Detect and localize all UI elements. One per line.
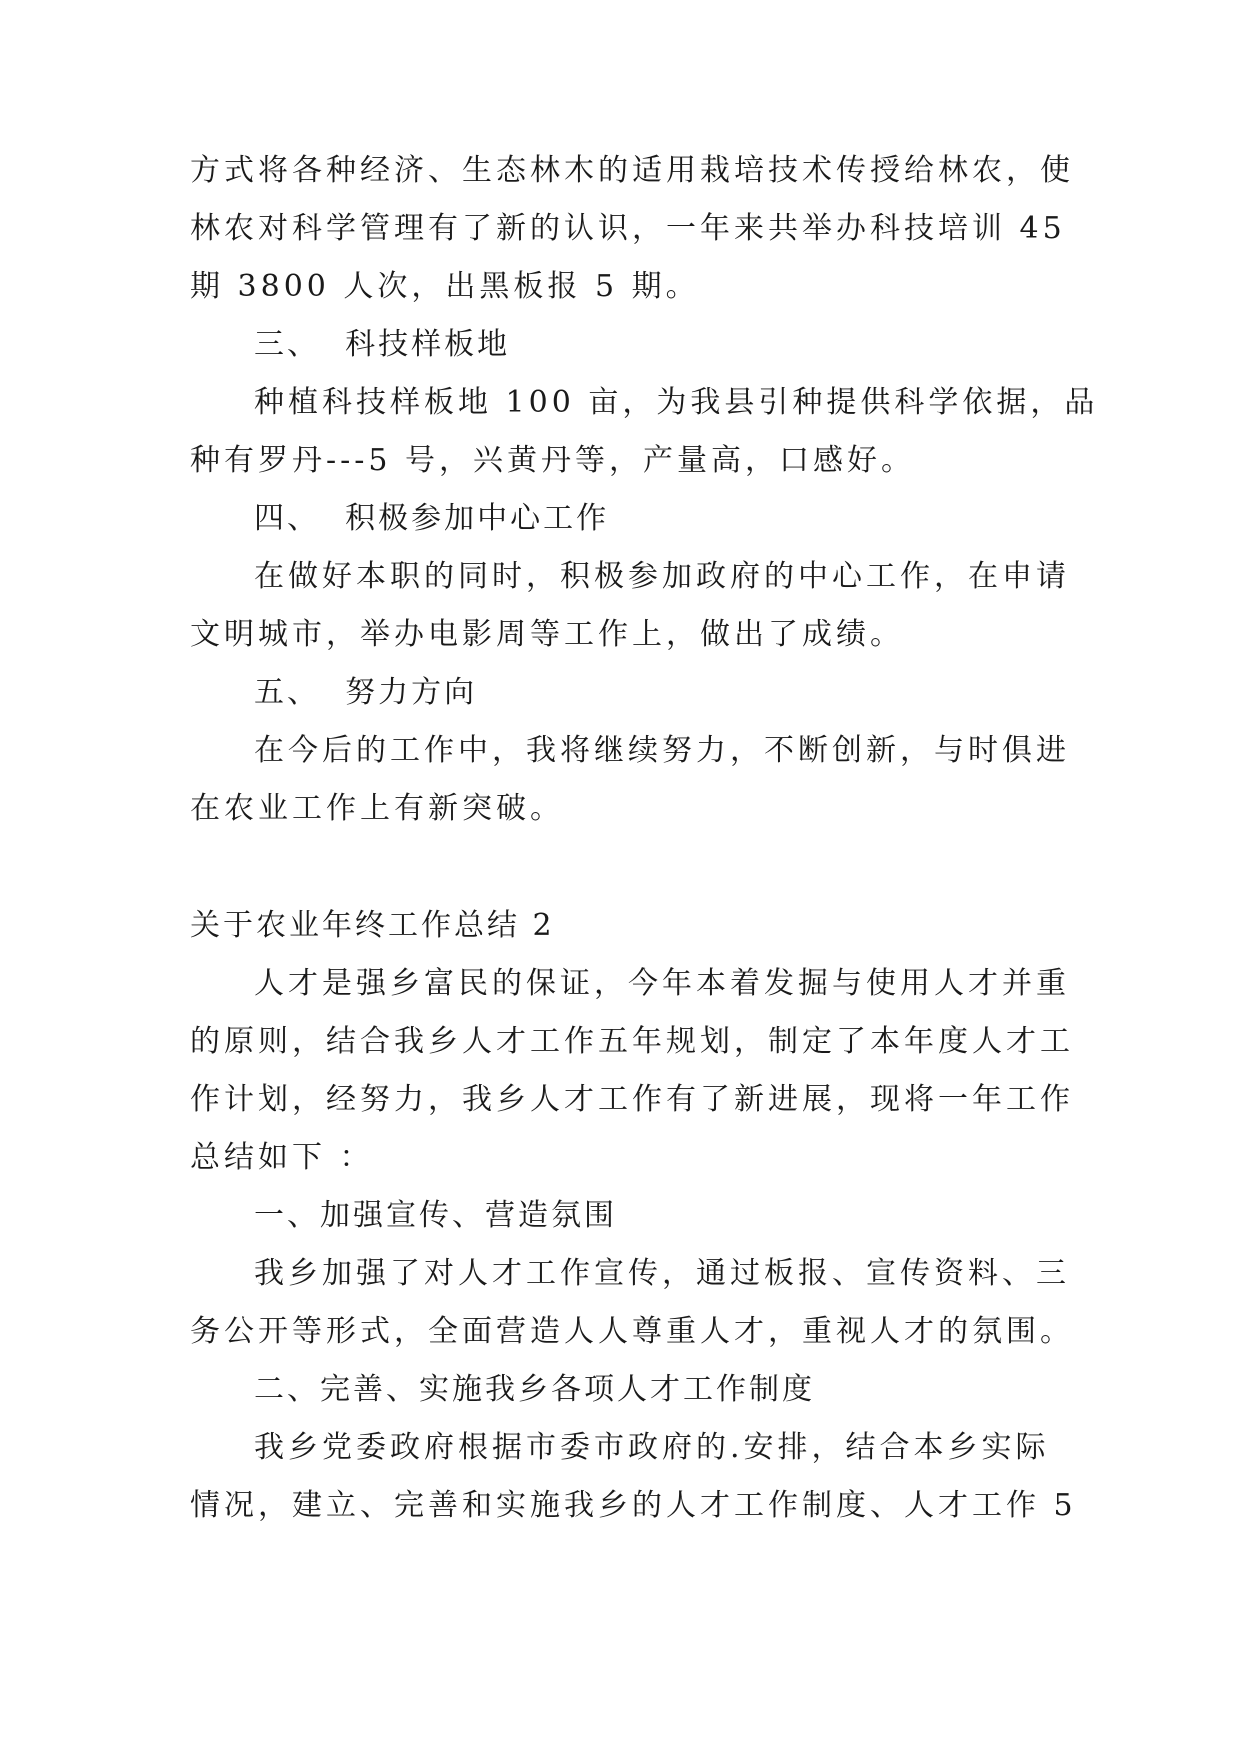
body-line: 的原则，结合我乡人才工作五年规划，制定了本年度人才工 xyxy=(190,1024,1074,1059)
body-line: 情况，建立、完善和实施我乡的人才工作制度、人才工作 5 xyxy=(190,1488,1077,1523)
body-line: 文明城市，举办电影周等工作上，做出了成绩。 xyxy=(190,617,904,652)
body-line: 林农对科学管理有了新的认识，一年来共举办科技培训 45 xyxy=(190,211,1066,246)
document-title: 关于农业年终工作总结 2 xyxy=(190,908,555,943)
body-line: 种植科技样板地 100 亩，为我县引种提供科学依据，品 xyxy=(254,385,1099,420)
body-line: 种有罗丹---5 号，兴黄丹等，产量高，口感好。 xyxy=(190,443,916,478)
body-line: 总结如下 ： xyxy=(190,1140,374,1175)
body-line: 方式将各种经济、生态林木的适用栽培技术传授给林农，使 xyxy=(190,153,1074,188)
body-line: 务公开等形式，全面营造人人尊重人才，重视人才的氛围。 xyxy=(190,1314,1074,1349)
section-1 xyxy=(190,142,1099,838)
section-heading-4: 四、 积极参加中心工作 xyxy=(254,501,610,536)
body-line: 在今后的工作中，我将继续努力，不断创新，与时俱进 xyxy=(254,733,1070,768)
body-line: 我乡加强了对人才工作宣传，通过板报、宣传资料、三 xyxy=(254,1256,1070,1291)
body-line: 在做好本职的同时，积极参加政府的中心工作，在申请 xyxy=(254,559,1070,594)
section-heading-3: 三、 科技样板地 xyxy=(254,327,511,362)
section-2 xyxy=(190,897,1077,1535)
body-line: 作计划，经努力，我乡人才工作有了新进展，现将一年工作 xyxy=(190,1082,1074,1117)
body-line: 人才是强乡富民的保证，今年本着发掘与使用人才并重 xyxy=(254,966,1070,1001)
section-heading-5: 五、 努力方向 xyxy=(254,675,478,710)
section-heading-2: 二、完善、实施我乡各项人才工作制度 xyxy=(254,1372,815,1407)
body-line: 我乡党委政府根据市委市政府的.安排，结合本乡实际 xyxy=(254,1430,1050,1465)
body-line: 期 3800 人次，出黑板报 5 期。 xyxy=(190,269,700,304)
body-line: 在农业工作上有新突破。 xyxy=(190,791,564,826)
section-heading-1: 一、加强宣传、营造氛围 xyxy=(254,1198,617,1233)
